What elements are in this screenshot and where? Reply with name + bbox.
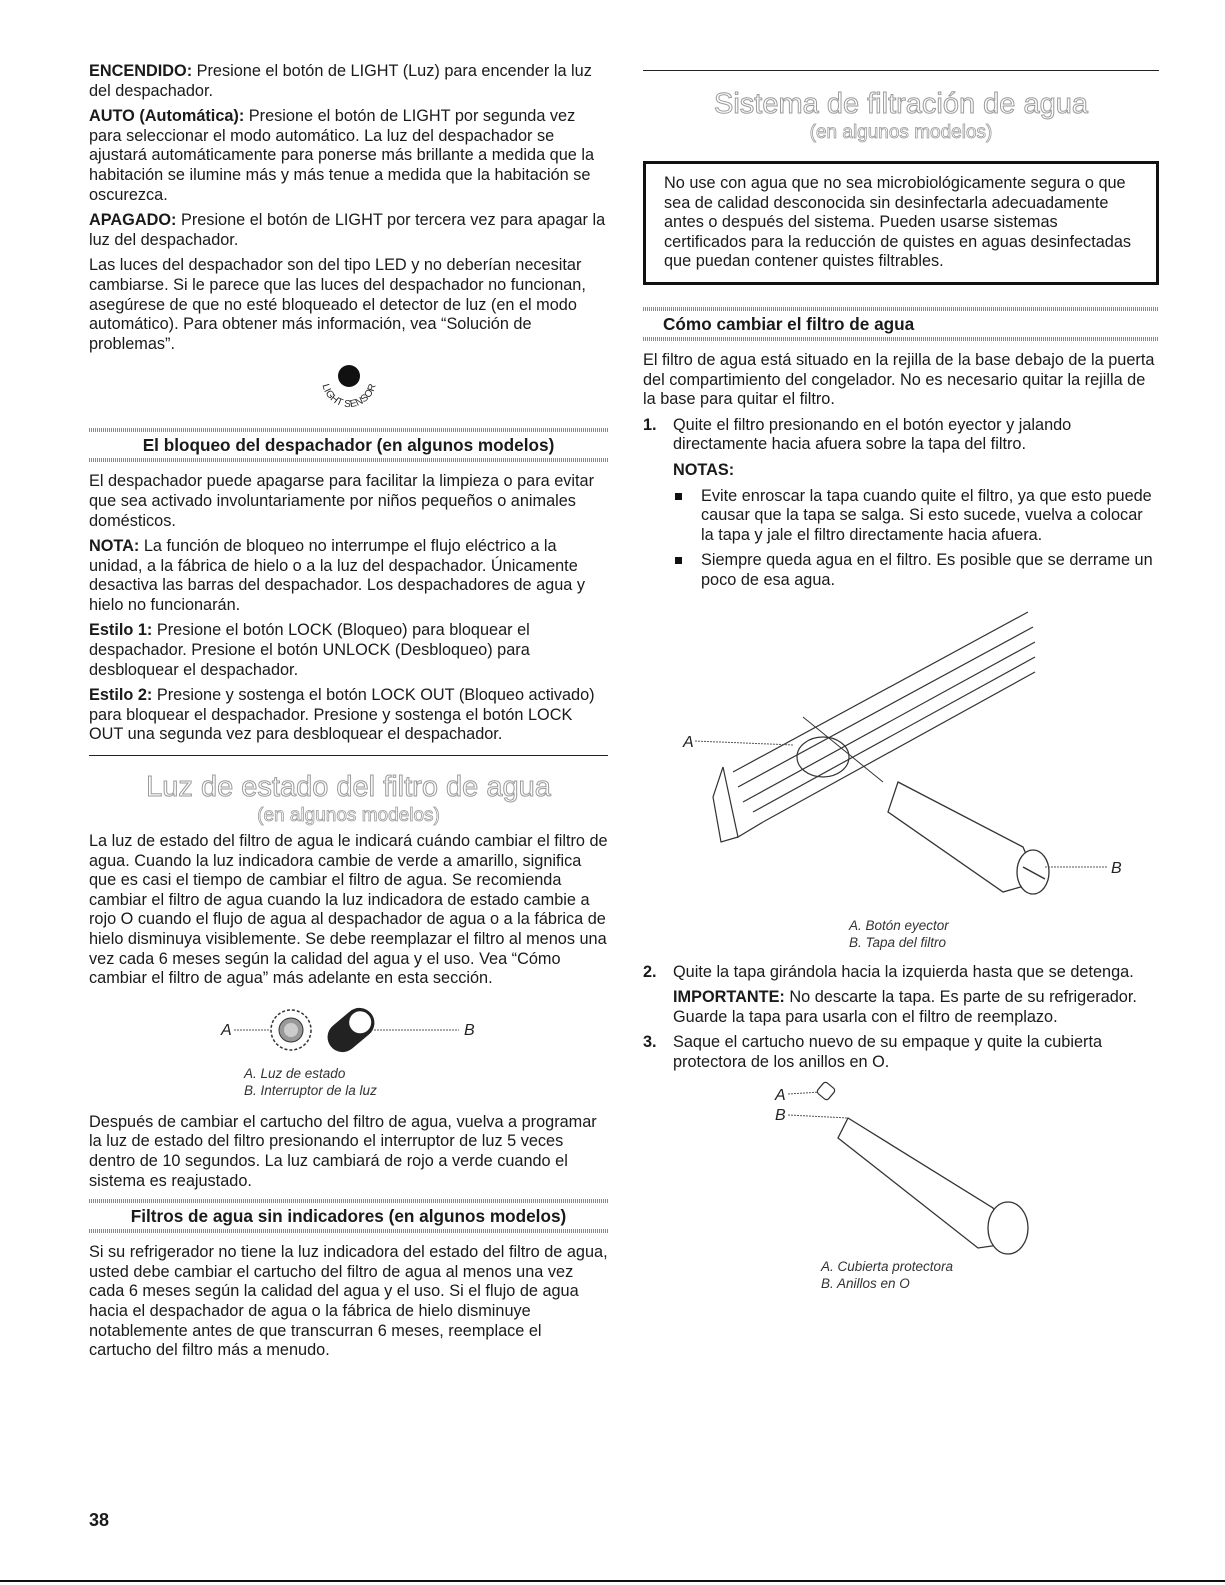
warning-box	[643, 161, 1159, 285]
term-estilo-1: Estilo 1:	[89, 621, 153, 640]
bullet-square	[675, 493, 682, 500]
step-number: 3.	[643, 1033, 657, 1052]
hatch-divider	[89, 458, 608, 462]
page-number: 38	[89, 1510, 110, 1530]
step-3-text: Saque el cartucho nuevo de su empaque y quite la cubierta protectora de los anillos en O.	[673, 1033, 1103, 1071]
left-column	[89, 62, 608, 1367]
status-light-illustration	[89, 995, 608, 1065]
bullet-square	[675, 557, 682, 564]
step-1	[643, 416, 1159, 481]
hatch-divider	[643, 337, 1159, 341]
figure-label-b: B	[775, 1107, 786, 1125]
paragraph-nota	[89, 537, 608, 615]
term-encendido: ENCENDIDO:	[89, 62, 193, 80]
caption-interruptor: B. Interruptor de la luz	[244, 1082, 377, 1098]
paragraph-filtro-ubicacion: El filtro de agua está situado en la rejilla de la base debajo de la puerta del compartimiento del congelador. No es necesario quitar la rejilla de la base para quitar el filtro.	[643, 350, 1155, 409]
steps-list-continued	[643, 963, 1159, 1073]
paragraph-estilo-2	[89, 686, 608, 745]
caption-cubierta: A. Cubierta protectora	[821, 1259, 954, 1275]
term-auto: AUTO (Automática):	[89, 107, 245, 126]
title-luz-estado: Luz de estado del filtro de agua	[146, 771, 551, 804]
paragraph-luz-estado-1: La luz de estado del filtro de agua le indicará cuándo cambiar el filtro de agua. Cuando la luz indicadora cambie de verde a amarillo, significa que es casi el tiempo de cambiar el filtro de agua. Se recomienda cambiar el filtro de agua cuando la luz indicadora de estado cambie a rojo O cuando el flujo de agua al despachador de agua o a la fábrica de hielo disminuya visiblemente. Se debe reemplazar el filtro al menos una vez cada 6 meses según la calidad del agua y el uso. Vea “Cómo cambiar el filtro de agua” más adelante en esta sección.	[89, 832, 608, 988]
warning-text: No use con agua que no sea microbiológicamente segura o que sea de calidad desconocida sin desinfectarla adecuadamente antes o después del sistema. Pueden usarse sistemas certificados para la reducción de quistes en aguas desinfectadas que puedan contener quistes filtrables.	[664, 174, 1132, 271]
section-rule	[643, 70, 1159, 71]
light-sensor-label: LIGHT SENSOR	[318, 382, 379, 411]
step-2-text: Quite la tapa girándola hacia la izquierda hasta que se detenga.	[673, 962, 1134, 981]
text-encendido: Presione el botón de LIGHT (Luz) para encender la luz del despachador.	[89, 62, 592, 100]
step-number: 1.	[643, 415, 657, 434]
paragraph-led: Las luces del despachador son del tipo LED y no deberían necesitar cambiarse. Si le parece que las luces del despachador no funcionan, asegúrese de que no esté bloqueado el detector de luz (en el modo automático). Para obtener más información, vea “Solución de problemas”.	[89, 256, 586, 353]
bullet-1	[643, 487, 1159, 546]
bullet-1-text: Evite enroscar la tapa cuando quite el filtro, ya que esto puede causar que la tapa se salga. Si esto sucede, vuelva a colocar la tapa y jale el filtro directamente hacia afuera.	[701, 486, 1152, 544]
bullet-2-text: Siempre queda agua en el filtro. Es posible que se derrame un poco de esa agua.	[701, 551, 1153, 589]
paragraph-luz-estado-2: Después de cambiar el cartucho del filtro de agua, vuelva a programar la luz de estado del filtro presionando el interruptor de luz 5 veces dentro de 10 segundos. La luz cambiará de rojo a verde cuando el sistema es reajustado.	[89, 1112, 597, 1190]
text-apagado: Presione el botón de LIGHT por tercera vez para apagar la luz del despachador.	[89, 211, 606, 249]
steps-list	[643, 416, 1159, 481]
notas-label: NOTAS:	[673, 460, 735, 479]
text-importante: No descarte la tapa. Es parte de su refrigerador. Guarde la tapa para usarla con el filtro de reemplazo.	[673, 988, 1137, 1026]
bottom-rule	[0, 1580, 1225, 1582]
title-sistema-filtracion: Sistema de filtración de agua	[714, 88, 1088, 120]
right-column	[643, 62, 1159, 1292]
caption-boton-eyector: A. Botón eyector	[849, 917, 949, 933]
filter-removal-figure	[643, 597, 1159, 917]
term-importante: IMPORTANTE:	[673, 988, 785, 1007]
caption-luz-estado: A. Luz de estado	[244, 1065, 346, 1081]
light-sensor-figure	[89, 360, 608, 422]
figure-label-a: A	[683, 733, 694, 751]
term-apagado: APAGADO:	[89, 211, 177, 230]
status-light-figure	[89, 995, 608, 1065]
paragraph-auto	[89, 107, 608, 205]
subtitle-sistema-filtracion: (en algunos modelos)	[809, 122, 993, 143]
light-sensor-icon	[304, 360, 394, 420]
text-auto: Presione el botón de LIGHT por segunda vez para seleccionar el modo automático. La luz del despachador se ajustará automáticamente para ponerse más brillante a medida que la habitación se ilumine más y más tenue a medida que la habitación se oscurezca.	[89, 107, 595, 204]
figure-label-b: B	[1111, 859, 1122, 877]
heading-sin-indicadores: Filtros de agua sin indicadores (en algunos modelos)	[130, 1206, 567, 1227]
hatch-divider	[89, 1229, 608, 1233]
text-estilo-1: Presione el botón LOCK (Bloqueo) para bloquear el despachador. Presione el botón UNLOCK (Desbloqueo) para desbloquear el despachador.	[89, 621, 530, 679]
paragraph-sin-indicadores: Si su refrigerador no tiene la luz indicadora del estado del filtro de agua, usted debe cambiar el cartucho del filtro de agua al menos una vez cada 6 meses según la calidad del agua y el uso. Si el flujo de agua hacia el despachador de agua o la fábrica de hielo disminuye notablemente antes de que transcurran 6 meses, reemplace el cartucho del filtro más a menudo.	[89, 1243, 608, 1360]
text-estilo-2: Presione y sostenga el botón LOCK OUT (Bloqueo activado) para bloquear el despachador. Presione y sostenga el botón LOCK OUT una segunda vez para desbloquear el despachador.	[89, 686, 595, 744]
step-2-important	[673, 988, 1159, 1027]
term-nota: NOTA:	[89, 537, 140, 556]
heading-bloqueo: El bloqueo del despachador (en algunos modelos)	[142, 435, 555, 456]
step-1-text: Quite el filtro presionando en el botón eyector y jalando directamente hacia afuera sobre la tapa del filtro.	[673, 415, 1072, 454]
figure-label-b: B	[464, 1021, 475, 1039]
term-estilo-2: Estilo 2:	[89, 686, 153, 705]
filter-grille-illustration	[643, 597, 1159, 917]
figure-label-a: A	[775, 1087, 786, 1105]
text-nota: La función de bloqueo no interrumpe el flujo eléctrico a la unidad, a la fábrica de hielo o a la luz del despachador. Únicamente desactiva las barras del despachador. Los despachadores de agua y hielo no funcionarán.	[89, 537, 586, 614]
paragraph-apagado	[89, 211, 608, 250]
figure-label-a: A	[221, 1021, 232, 1039]
subtitle-luz-estado: (en algunos modelos)	[257, 805, 440, 827]
bullet-2	[643, 551, 1159, 590]
paragraph-bloqueo-1: El despachador puede apagarse para facilitar la limpieza o para evitar que sea activado involuntariamente por niños pequeños o animales domésticos.	[89, 472, 595, 530]
cartridge-figure	[643, 1078, 1159, 1258]
paragraph-estilo-1	[89, 621, 608, 680]
heading-como-cambiar: Cómo cambiar el filtro de agua	[663, 313, 915, 334]
step-3	[643, 1033, 1159, 1072]
paragraph-encendido	[89, 62, 608, 101]
step-2	[643, 963, 1159, 1028]
caption-anillos: B. Anillos en O	[821, 1276, 910, 1292]
cartridge-illustration	[643, 1078, 1159, 1258]
step-number: 2.	[643, 962, 657, 981]
caption-tapa-filtro: B. Tapa del filtro	[849, 934, 947, 950]
section-rule	[89, 755, 608, 756]
